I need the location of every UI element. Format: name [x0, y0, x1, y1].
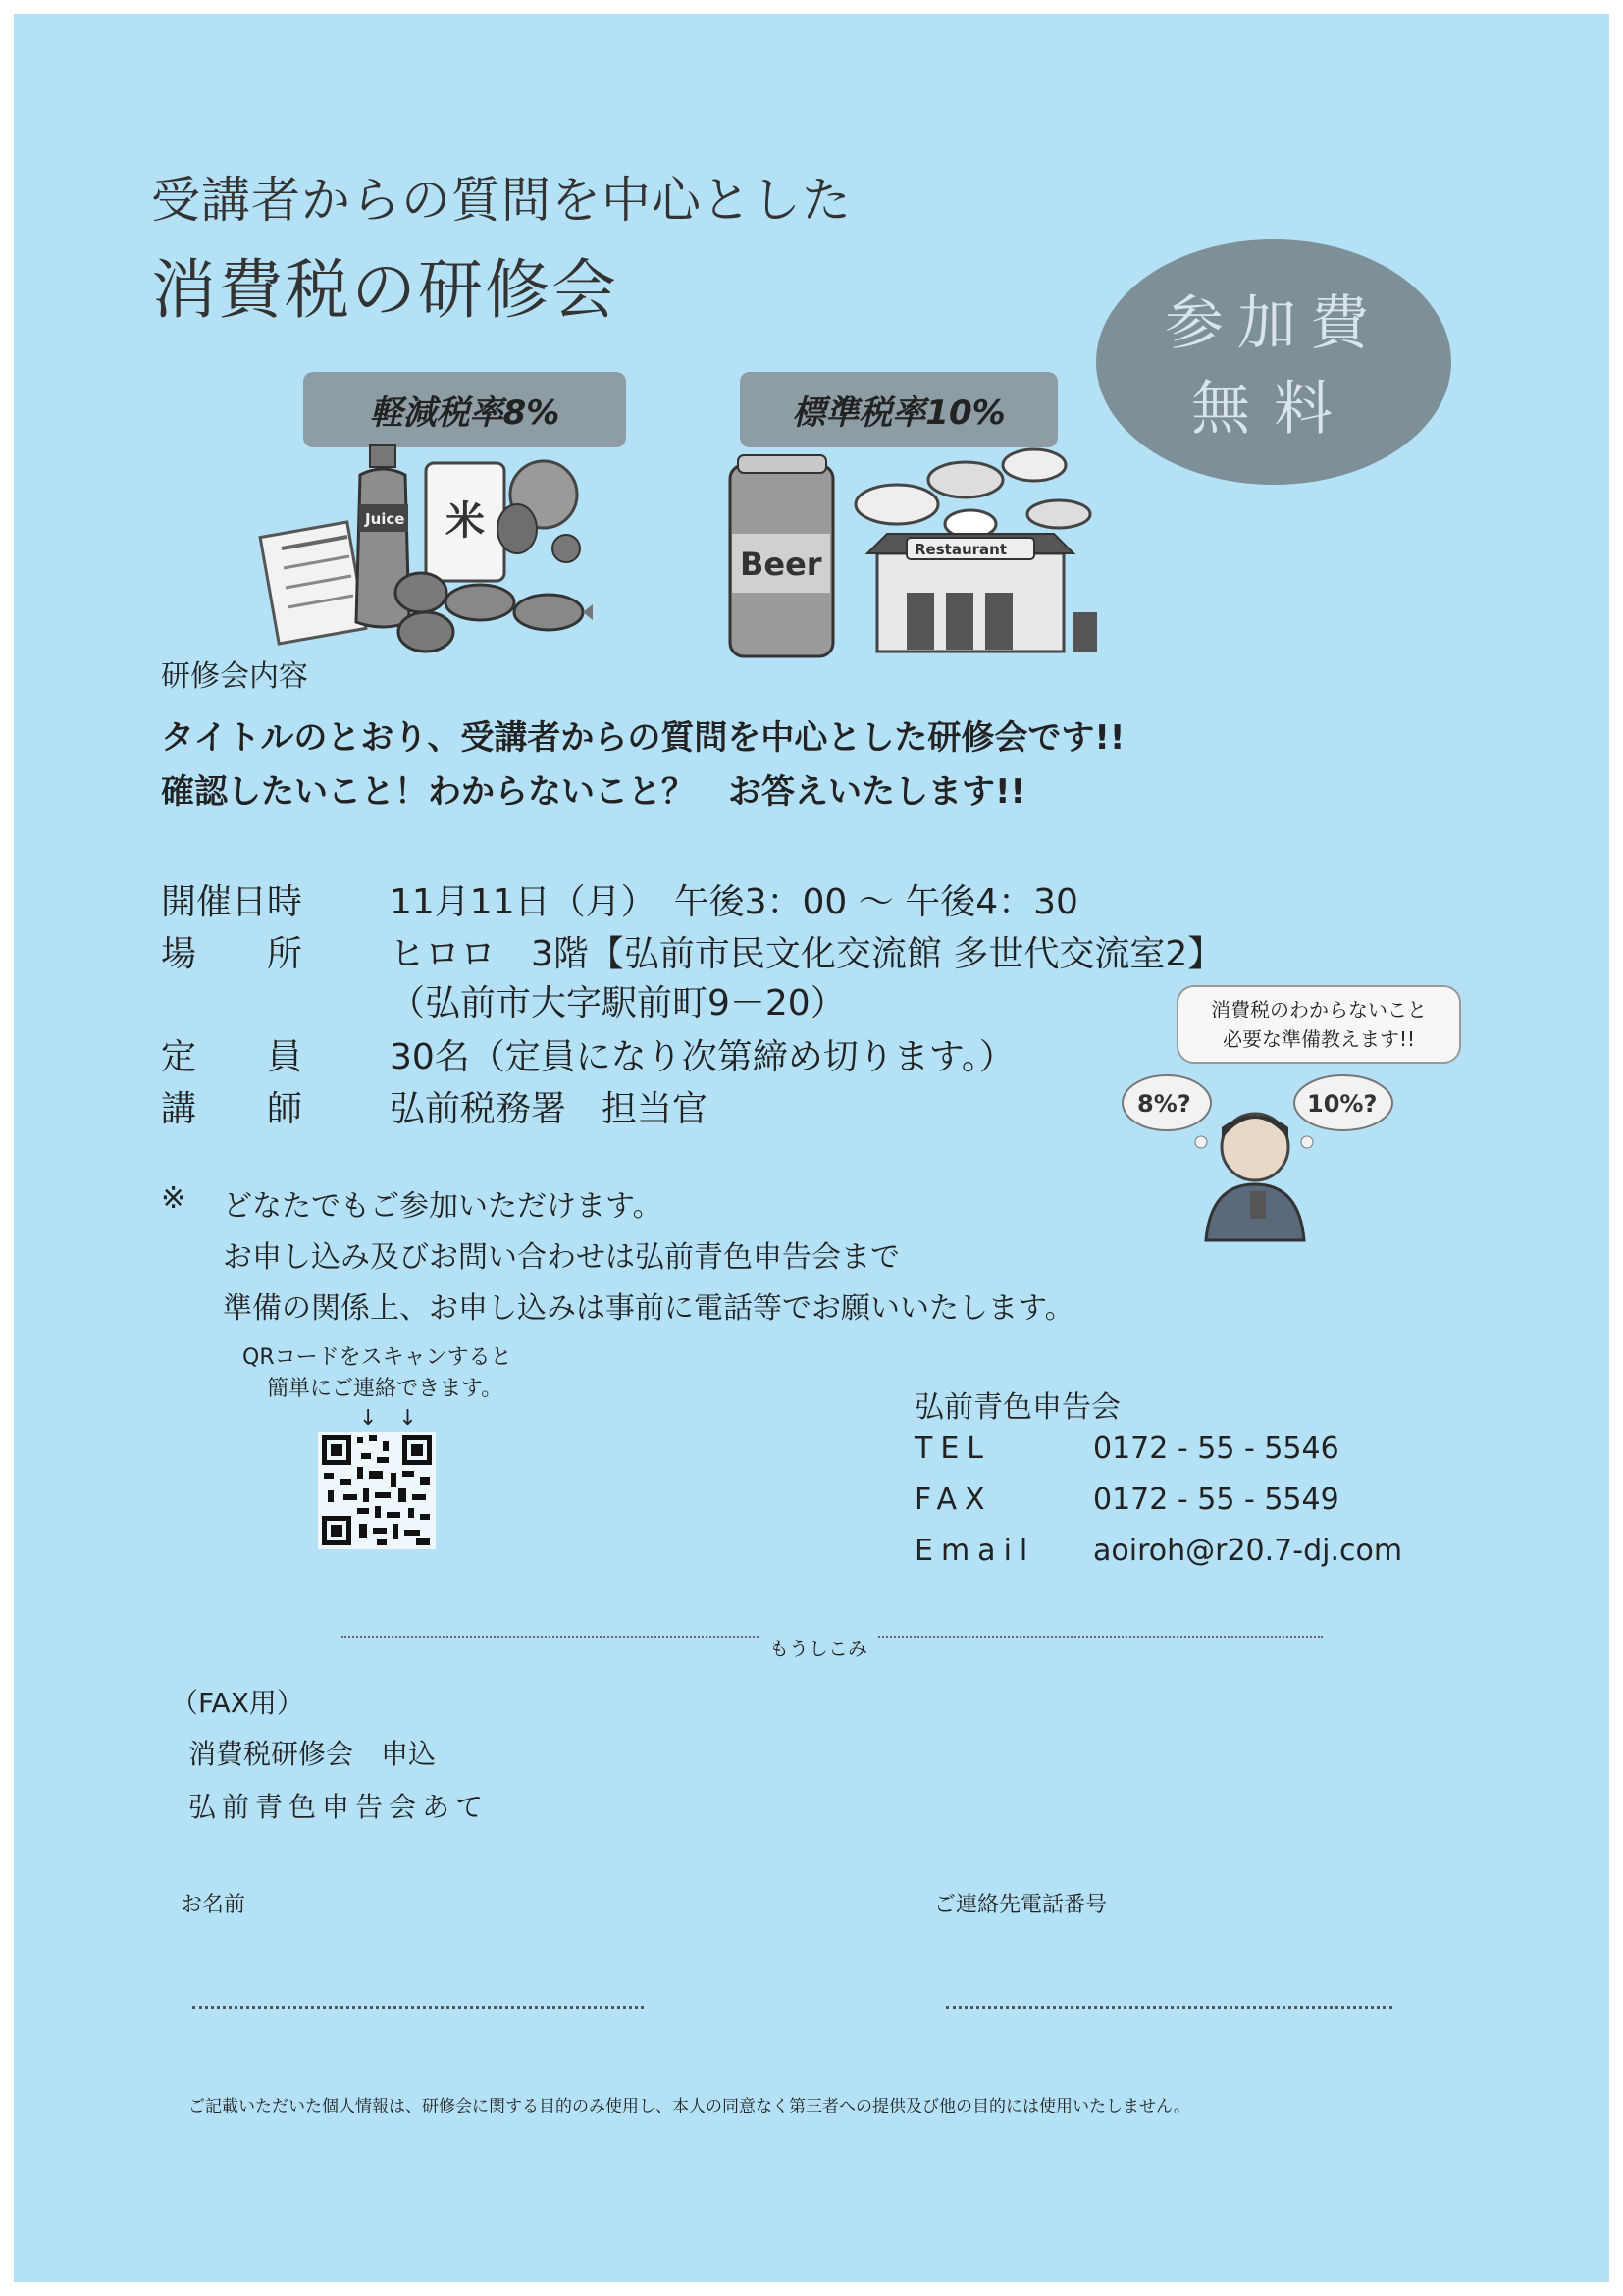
svg-text:10%?: 10%?: [1307, 1090, 1378, 1118]
qr-caption-2: 簡単にご連絡できます。: [267, 1377, 503, 1401]
email-label: Email: [915, 1534, 1036, 1568]
name-field-line[interactable]: [192, 2006, 644, 2009]
speech-bubble: [1177, 985, 1461, 1064]
qr-arrows: ↓ ↓: [359, 1406, 417, 1431]
beer-can-icon: [730, 455, 833, 656]
page-title: 消費税の研修会: [151, 252, 618, 328]
svg-text:Juice: Juice: [365, 510, 405, 528]
qr-caption-1: QRコードをスキャンすると: [242, 1345, 512, 1370]
person-icon: [1206, 1114, 1304, 1240]
meal-plates-icon: [856, 449, 1090, 538]
flyer-page: [14, 14, 1609, 2282]
fee-label: 参加費: [1165, 289, 1383, 358]
note-mark: ※: [161, 1181, 186, 1216]
svg-text:米: 米: [445, 498, 485, 544]
vegetables-icon: [497, 461, 580, 562]
newspaper-icon: [260, 522, 366, 644]
reduced-rate-badge: 軽減税率8%: [303, 372, 626, 447]
fee-value: 無料: [1191, 375, 1356, 444]
restaurant-building-icon: [867, 534, 1097, 652]
privacy-note: ご記載いただいた個人情報は、研修会に関する目的のみ使用し、本人の同意なく第三者への提供及び他の目的には使用いたしません。: [188, 2097, 1191, 2116]
confused-person-illustration: [1113, 1069, 1407, 1245]
date-label: 開催日時: [161, 882, 303, 922]
bubble-line-2: 必要な準備教えます!!: [1222, 1027, 1416, 1051]
svg-text:Restaurant: Restaurant: [915, 541, 1007, 558]
lecturer-label: 講 師: [161, 1089, 303, 1129]
thought-8-icon: [1123, 1075, 1211, 1148]
phone-field-label: ご連絡先電話番号: [934, 1893, 1108, 1917]
rice-bag-icon: [426, 463, 504, 581]
cut-line-label: もうしこみ: [759, 1633, 877, 1661]
note-line-2: お申し込み及びお問い合わせは弘前青色申告会まで: [223, 1240, 900, 1275]
groceries-illustration: [254, 436, 593, 661]
phone-field-line[interactable]: [946, 2006, 1392, 2009]
subtitle: 受講者からの質問を中心とした: [151, 172, 852, 229]
venue-label: 場 所: [161, 934, 303, 974]
tel-value[interactable]: 0172 - 55 - 5546: [1093, 1432, 1339, 1466]
svg-text:8%?: 8%?: [1137, 1090, 1191, 1118]
standard-rate-badge: 標準税率10%: [740, 372, 1058, 447]
fish-icon: [395, 573, 593, 652]
content-line-1: タイトルのとおり、受講者からの質問を中心とした研修会です!!: [161, 718, 1126, 757]
thought-10-icon: [1294, 1075, 1392, 1148]
org-name: 弘前青色申告会: [915, 1390, 1121, 1425]
bubble-line-1: 消費税のわからないこと: [1211, 998, 1427, 1021]
lecturer-value: 弘前税務署 担当官: [390, 1089, 708, 1129]
restaurant-illustration: [720, 436, 1103, 661]
fax-label: FAX: [915, 1483, 993, 1517]
fax-value: 0172 - 55 - 5549: [1093, 1483, 1339, 1517]
fee-circle: [1096, 239, 1451, 485]
name-field-label: お名前: [181, 1893, 246, 1917]
content-line-2: 確認したいこと！わからないこと？ お答えいたします!!: [161, 772, 1026, 811]
qr-code-icon[interactable]: [318, 1432, 436, 1549]
email-value[interactable]: aoiroh@r20.7-dj.com: [1093, 1534, 1403, 1568]
fax-use-label: （FAX用）: [171, 1687, 304, 1719]
venue-value: ヒロロ 3階【弘前市民文化交流館 多世代交流室2】: [390, 934, 1224, 974]
content-heading: 研修会内容: [161, 659, 308, 694]
note-line-3: 準備の関係上、お申し込みは事前に電話等でお願いいたします。: [223, 1291, 1074, 1326]
svg-text:Beer: Beer: [740, 546, 822, 583]
date-value: 11月11日（月） 午後3：00 ～ 午後4：30: [390, 882, 1078, 922]
note-line-1: どなたでもご参加いただけます。: [223, 1189, 662, 1224]
application-title: 消費税研修会 申込: [188, 1738, 437, 1770]
recipient-label: 弘前青色申告会あて: [188, 1791, 490, 1823]
capacity-value: 30名（定員になり次第締め切ります。）: [390, 1037, 1015, 1077]
capacity-label: 定 員: [161, 1037, 303, 1077]
tel-label: TEL: [915, 1432, 991, 1466]
venue-address: （弘前市大字駅前町9－20）: [390, 983, 846, 1023]
